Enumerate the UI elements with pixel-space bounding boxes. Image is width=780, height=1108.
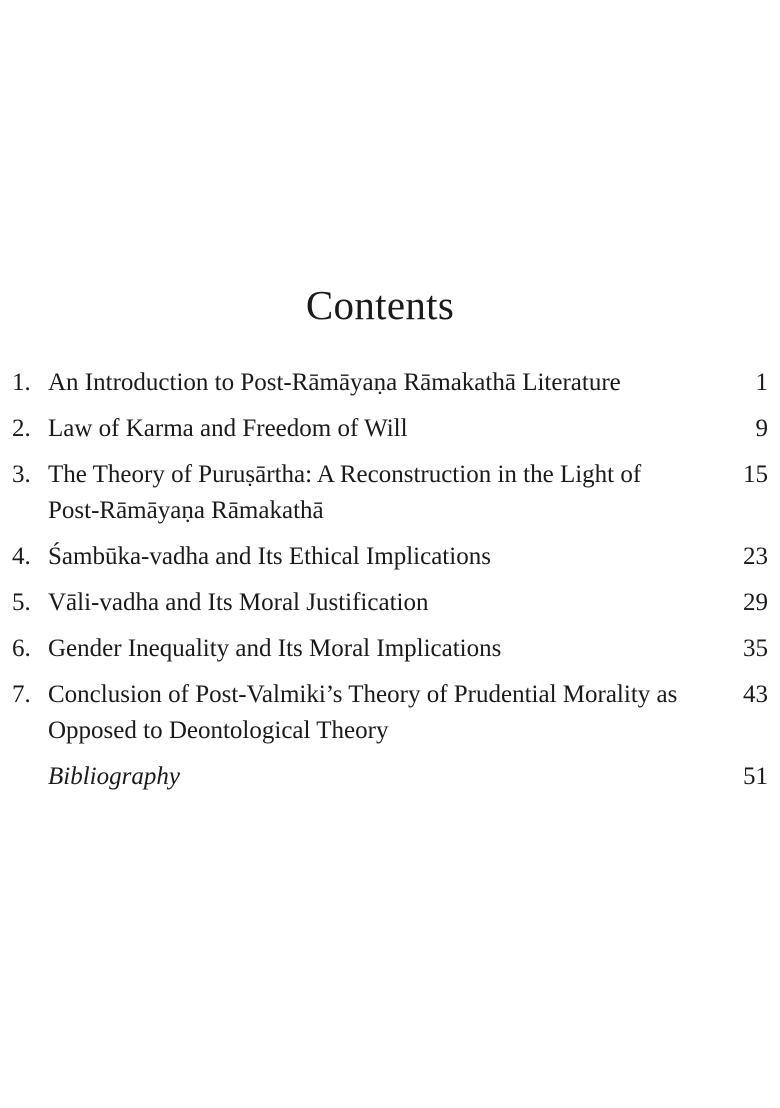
toc-entry-number: 2. bbox=[12, 415, 31, 442]
toc-entry-title: Śambūka-vadha and Its Ethical Implications bbox=[48, 543, 491, 570]
toc-entry-page: 23 bbox=[743, 543, 768, 570]
toc-entry-title: Gender Inequality and Its Moral Implications bbox=[48, 635, 502, 662]
toc-entry-title: Vāli-vadha and Its Moral Justification bbox=[48, 589, 429, 616]
bibliography-title: Bibliography bbox=[48, 763, 180, 790]
toc-entry-number: 5. bbox=[12, 589, 31, 616]
toc-entry[interactable] bbox=[12, 677, 768, 749]
toc-entry-title: The Theory of Puruṣārtha: A Reconstruction in the Light of Post-Rāmāyaṇa Rāmakathā bbox=[48, 461, 642, 524]
toc-entry[interactable] bbox=[12, 411, 768, 447]
toc-entry-title: Conclusion of Post-Valmiki’s Theory of Prudential Morality as Opposed to Deontological Theory bbox=[48, 681, 678, 744]
toc-entry-number: 7. bbox=[12, 681, 31, 708]
toc-entry[interactable] bbox=[12, 539, 768, 575]
page-title: Contents bbox=[305, 282, 455, 328]
toc-entry[interactable] bbox=[12, 365, 768, 401]
toc-entry[interactable] bbox=[12, 631, 768, 667]
toc-entry-number: 6. bbox=[12, 635, 31, 662]
toc-entry-page: 9 bbox=[755, 415, 768, 442]
toc-entry-title: An Introduction to Post-Rāmāyaṇa Rāmakathā Literature bbox=[48, 369, 621, 396]
bibliography-page: 51 bbox=[743, 763, 768, 790]
toc-entry-title: Law of Karma and Freedom of Will bbox=[48, 415, 408, 442]
toc-entry-page: 29 bbox=[743, 589, 768, 616]
toc-entry-number: 3. bbox=[12, 461, 31, 488]
toc-entry-number: 4. bbox=[12, 543, 31, 570]
toc-entry-page: 1 bbox=[755, 369, 768, 396]
toc-entry-page: 35 bbox=[743, 635, 768, 662]
toc-entry[interactable] bbox=[12, 585, 768, 621]
toc-entry-number: 1. bbox=[12, 369, 31, 396]
toc-entry-page: 43 bbox=[743, 681, 768, 708]
toc-entry-page: 15 bbox=[743, 461, 768, 488]
toc-entry-bibliography[interactable] bbox=[12, 759, 768, 795]
toc-entry[interactable] bbox=[12, 457, 768, 529]
table-of-contents bbox=[12, 365, 768, 805]
